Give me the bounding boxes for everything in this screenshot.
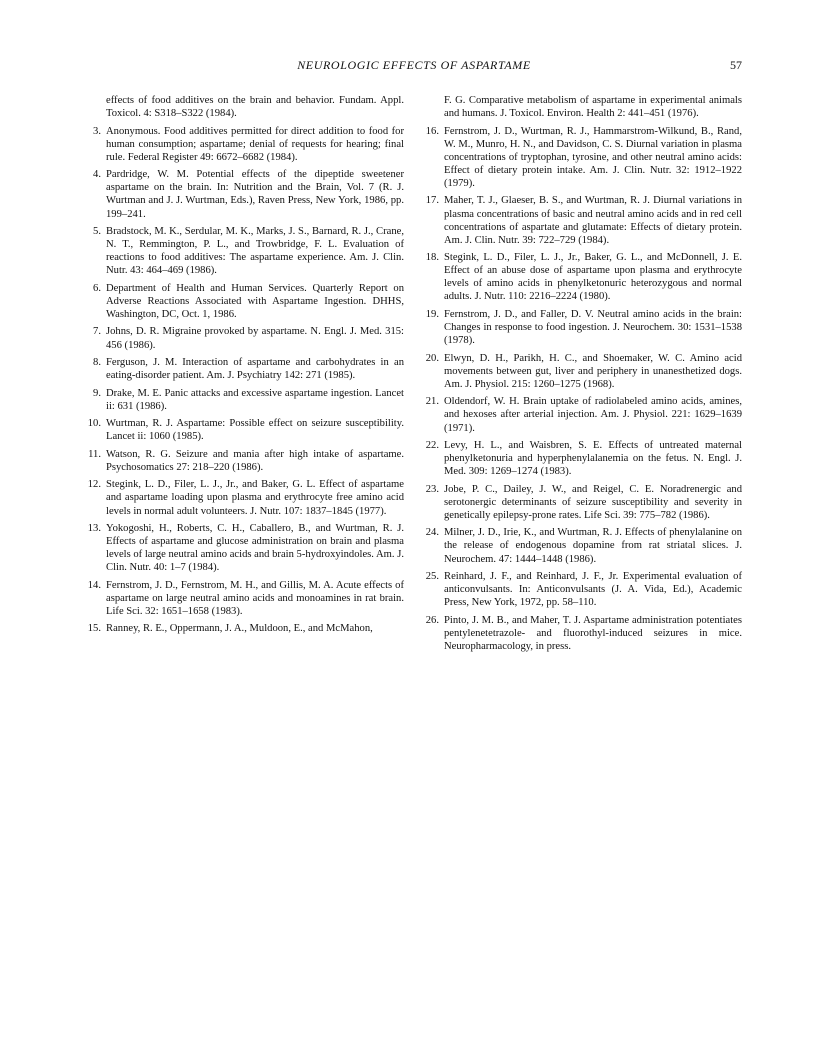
reference-entry	[424, 251, 742, 303]
reference-text: Ferguson, J. M. Interaction of aspartame and carbohydrates in an eating-disorder patient. Am. J. Psychiatry 142: 271 (1985).	[106, 357, 404, 382]
reference-number: 8.	[93, 357, 101, 369]
reference-entry	[86, 125, 404, 164]
reference-number: 3.	[93, 125, 101, 137]
reference-entry	[86, 579, 404, 618]
reference-number: 16.	[425, 125, 439, 137]
reference-entry	[86, 417, 404, 443]
reference-number: 18.	[425, 252, 439, 264]
reference-number: 6.	[93, 282, 101, 294]
page-header	[86, 58, 742, 76]
reference-number: 21.	[425, 396, 439, 408]
reference-entry	[424, 125, 742, 190]
reference-text: effects of food additives on the brain and behavior. Fundam. Appl. Toxicol. 4: S318–S322 (1984).	[106, 95, 404, 120]
reference-text: Drake, M. E. Panic attacks and excessive aspartame ingestion. Lancet ii: 631 (1986).	[106, 387, 404, 412]
page-number: 57	[730, 58, 742, 72]
reference-entry	[424, 194, 742, 246]
reference-entry	[86, 168, 404, 220]
reference-text: Ranney, R. E., Oppermann, J. A., Muldoon, E., and McMahon,	[106, 623, 373, 635]
reference-entry	[424, 352, 742, 391]
reference-entry	[86, 387, 404, 413]
reference-text: Wurtman, R. J. Aspartame: Possible effect on seizure susceptibility. Lancet ii: 1060 (1985).	[106, 418, 404, 443]
reference-number: 14.	[87, 579, 101, 591]
reference-number: 11.	[88, 448, 101, 460]
reference-text: Oldendorf, W. H. Brain uptake of radiolabeled amino acids, amines, and hexoses after arterial injection. Am. J. Physiol. 221: 1629–1639 (1971).	[444, 396, 742, 434]
reference-number: 24.	[425, 527, 439, 539]
reference-text: F. G. Comparative metabolism of aspartame in experimental animals and humans. J. Toxicol. Environ. Health 2: 441–451 (1976).	[444, 95, 742, 120]
reference-number: 22.	[425, 439, 439, 451]
reference-text: Bradstock, M. K., Serdular, M. K., Marks, J. S., Barnard, R. J., Crane, N. T., Remmington, P. L., and Trowbridge, F. L. Evaluation of reactions to food additives: The aspartame experience. Am. J. Clin. Nutr. 43: 464–469 (1986).	[106, 226, 404, 277]
reference-entry	[424, 483, 742, 522]
reference-number: 19.	[425, 308, 439, 320]
reference-text: Watson, R. G. Seizure and mania after high intake of aspartame. Psychosomatics 27: 218–220 (1986).	[106, 448, 404, 473]
reference-number: 25.	[425, 571, 439, 582]
reference-text: Levy, H. L., and Waisbren, S. E. Effects of untreated maternal phenylketonuria and hyperphenylalanemia on the fetus. N. Engl. J. Med. 309: 1269–1274 (1983).	[444, 439, 742, 478]
reference-text: Elwyn, D. H., Parikh, H. C., and Shoemaker, W. C. Amino acid movements between gut, liver and periphery in unanesthetized dogs. Am. J. Physiol. 215: 1260–1275 (1968).	[444, 352, 742, 390]
reference-text: Department of Health and Human Services. Quarterly Report on Adverse Reactions Associated with Aspartame Ingestion. DHHS, Washington, DC, Oct. 1, 1986.	[106, 282, 404, 320]
reference-text: Johns, D. R. Migraine provoked by aspartame. N. Engl. J. Med. 315: 456 (1986).	[106, 326, 404, 351]
reference-column-right	[424, 94, 742, 657]
reference-entry	[424, 570, 742, 609]
reference-number: 4.	[93, 169, 101, 181]
reference-text: Stegink, L. D., Filer, L. J., Jr., and Baker, G. L. Effect of aspartame and aspartame loading upon plasma and erythrocyte free amino acid levels in normal adult volunteers. J. Nutr. 107: 1837–1845 (1977).	[106, 479, 404, 517]
reference-number: 12.	[87, 479, 101, 491]
reference-number: 26.	[425, 614, 439, 626]
reference-text: Fernstrom, J. D., Wurtman, R. J., Hammarstrom-Wilkund, B., Rand, W. M., Munro, H. N., and Davidson, C. S. Diurnal variation in plasma concentrations of tryptophan, tyrosine, and other neutral amino acids: Effect of dietary protein intake. Am. J. Clin. Nutr. 32: 1912–1922 (1979).	[444, 125, 742, 189]
reference-entry	[86, 478, 404, 517]
reference-entry	[86, 356, 404, 382]
reference-entry	[424, 308, 742, 347]
reference-number: 23.	[425, 483, 439, 495]
reference-entry	[424, 614, 742, 653]
reference-entry	[424, 526, 742, 565]
reference-text: Reinhard, J. F., and Reinhard, J. F., Jr. Experimental evaluation of anticonvulsants. In: Anticonvulsants (J. A. Vida, Ed.), Academic Press, New York, 1972, pp. 58–110.	[444, 571, 742, 609]
reference-column-left	[86, 94, 404, 640]
running-title: NEUROLOGIC EFFECTS OF ASPARTAME	[297, 58, 531, 72]
reference-entry	[424, 439, 742, 478]
reference-text: Yokogoshi, H., Roberts, C. H., Caballero, B., and Wurtman, R. J. Effects of aspartame and glucose administration on brain and plasma levels of large neutral amino acids and brain 5-hydroxyindoles. Am. J. Clin. Nutr. 40: 1–7 (1984).	[106, 523, 404, 574]
reference-number: 13.	[87, 523, 101, 535]
reference-entry	[86, 448, 404, 474]
reference-number: 5.	[93, 226, 101, 238]
reference-text: Pinto, J. M. B., and Maher, T. J. Aspartame administration potentiates pentylenetetrazole- and fluorothyl-induced seizures in mice. Neuropharmacology, in press.	[444, 614, 742, 652]
reference-entry	[424, 94, 742, 120]
reference-text: Pardridge, W. M. Potential effects of the dipeptide sweetener aspartame on the brain. In: Nutrition and the Brain, Vol. 7 (R. J. Wurtman and J. J. Wurtman, Eds.), Raven Press, New York, 1986, pp. 199–241.	[106, 169, 404, 220]
reference-number: 7.	[93, 326, 101, 338]
reference-text: Stegink, L. D., Filer, L. J., Jr., Baker, G. L., and McDonnell, J. E. Effect of an abuse dose of aspartame upon plasma and erythrocyte levels of amino acids in phenylketonuric heterozygous and normal adults. J. Nutr. 110: 2216–2224 (1980).	[444, 252, 742, 303]
reference-text: Milner, J. D., Irie, K., and Wurtman, R. J. Effects of phenylalanine on the release of endogenous dopamine from rat striatal slices. J. Neurochem. 47: 1444–1448 (1986).	[444, 527, 742, 565]
reference-number: 17.	[425, 195, 439, 207]
reference-entry	[86, 225, 404, 277]
reference-entry	[86, 622, 404, 635]
reference-entry	[86, 282, 404, 321]
reference-text: Fernstrom, J. D., Fernstrom, M. H., and Gillis, M. A. Acute effects of aspartame on large neutral amino acids and monoamines in rat brain. Life Sci. 32: 1651–1658 (1983).	[106, 579, 404, 617]
reference-number: 10.	[87, 418, 101, 430]
reference-entry	[86, 522, 404, 574]
reference-entry	[424, 395, 742, 434]
reference-entry	[86, 94, 404, 120]
reference-number: 9.	[93, 387, 101, 399]
reference-text: Jobe, P. C., Dailey, J. W., and Reigel, C. E. Noradrenergic and serotonergic determinants of seizure susceptibility and severity in genetically epilepsy-prone rates. Life Sci. 39: 775–782 (1986).	[444, 483, 742, 521]
reference-number: 15.	[87, 623, 101, 635]
reference-text: Fernstrom, J. D., and Faller, D. V. Neutral amino acids in the brain: Changes in response to food ingestion. J. Neurochem. 30: 1531–1538 (1978).	[444, 308, 742, 347]
reference-number: 20.	[425, 352, 439, 364]
reference-entry	[86, 325, 404, 351]
reference-text: Maher, T. J., Glaeser, B. S., and Wurtman, R. J. Diurnal variations in plasma concentrations of basic and neutral amino acids and in red cell concentrations of aspartate and glutamate: Effects of dietary protein. Am. J. Clin. Nutr. 39: 722–729 (1984).	[444, 195, 742, 246]
reference-text: Anonymous. Food additives permitted for direct addition to food for human consumption; aspartame; denial of requests for hearing; final rule. Federal Register 49: 6672–6682 (1984).	[106, 125, 404, 163]
